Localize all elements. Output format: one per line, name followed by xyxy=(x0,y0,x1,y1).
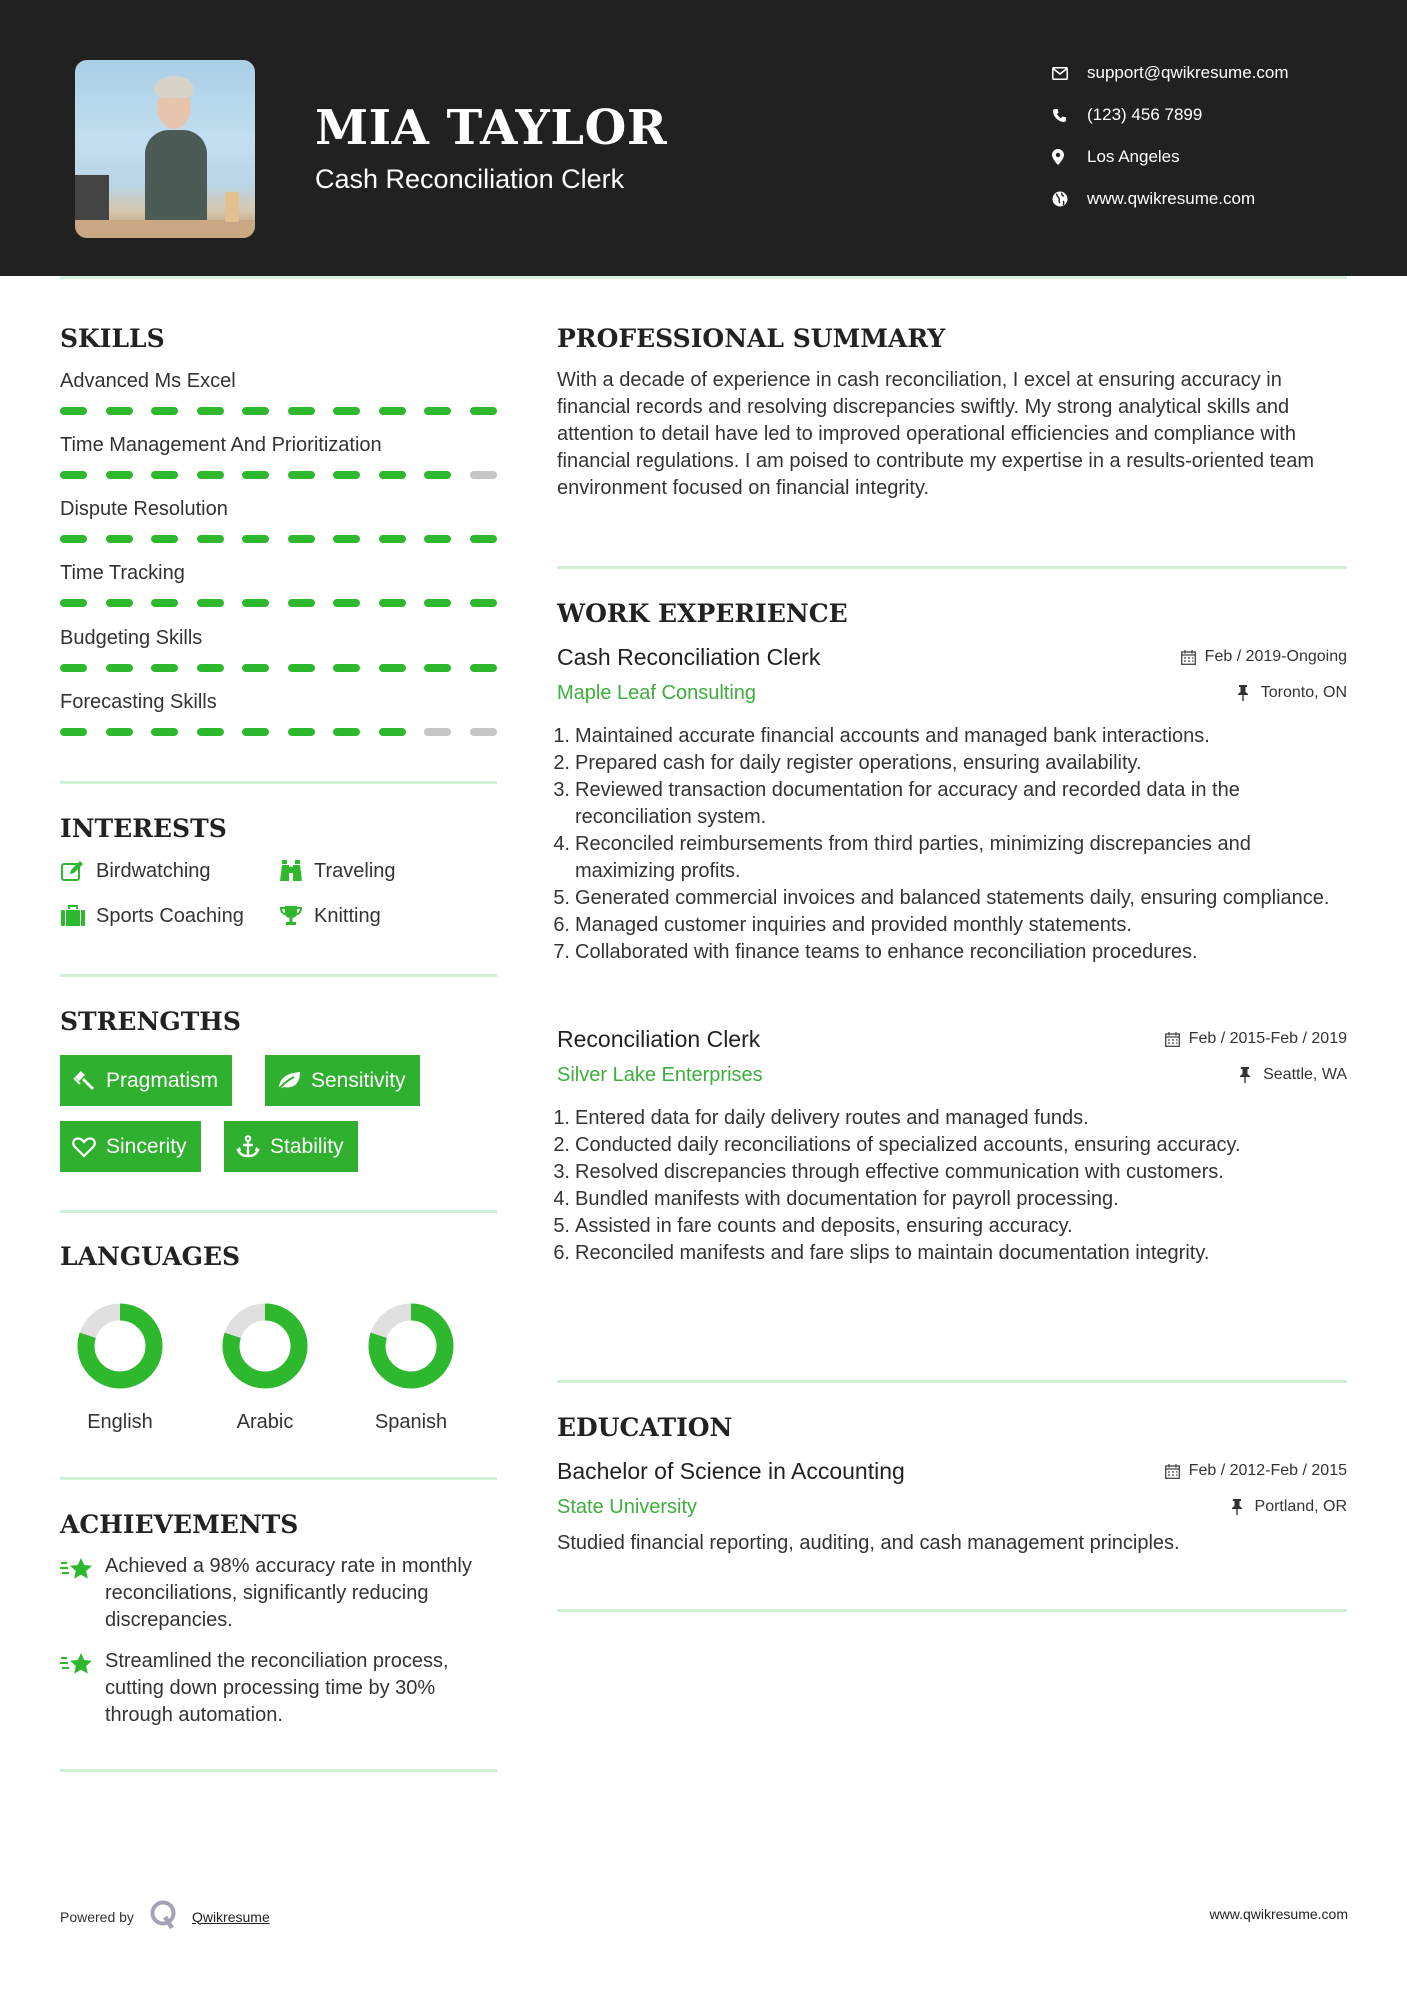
duty-item: 3. Resolved discrepancies through effective communication with customers. xyxy=(553,1161,1224,1183)
leaf-icon xyxy=(276,1068,302,1094)
rating-dash-filled xyxy=(379,728,406,736)
skill-rating-bar xyxy=(60,599,497,607)
skill-item: Time Tracking xyxy=(60,561,497,607)
contact-phone[interactable]: (123) 456 7899 xyxy=(1050,94,1370,136)
rating-dash-filled xyxy=(288,535,315,543)
skill-rating-bar xyxy=(60,471,497,479)
duty-item: 5. Assisted in fare counts and deposits, ensuring accuracy. xyxy=(553,1215,1073,1237)
rating-dash-filled xyxy=(106,664,133,672)
job-role: Cash Reconciliation Clerk xyxy=(557,643,821,670)
candidate-title: Cash Reconciliation Clerk xyxy=(315,164,625,194)
calendar-icon xyxy=(1181,649,1197,665)
duty-item: 6. Reconciled manifests and fare slips to maintain documentation integrity. xyxy=(553,1242,1210,1264)
strength-badge: Sensitivity xyxy=(265,1055,420,1106)
education-description: Studied financial reporting, auditing, and cash management principles. xyxy=(557,1532,1180,1554)
rating-dash-filled xyxy=(470,664,497,672)
section-divider xyxy=(60,781,497,784)
job-date: Feb / 2015-Feb / 2019 xyxy=(1165,1030,1347,1048)
duty-item: 2. Conducted daily reconciliations of specialized accounts, ensuring accuracy. xyxy=(553,1134,1241,1156)
globe-icon xyxy=(1052,191,1080,207)
footer-powered-by: Powered by Qwikresume xyxy=(60,1900,270,1933)
rating-dash-filled xyxy=(424,471,451,479)
company-name: Maple Leaf Consulting xyxy=(557,681,757,704)
duty-item: 1. Maintained accurate financial accounts and managed bank interactions. xyxy=(553,725,1210,747)
qwikresume-logo-icon xyxy=(150,1900,178,1933)
rating-dash-filled xyxy=(106,599,133,607)
strength-badge: Sincerity xyxy=(60,1121,201,1172)
rating-dash-filled xyxy=(424,535,451,543)
strength-badge: Stability xyxy=(224,1121,358,1172)
rating-dash-empty xyxy=(470,471,497,479)
gavel-icon xyxy=(71,1068,97,1094)
job-location: Seattle, WA xyxy=(1239,1066,1347,1084)
contact-list xyxy=(1050,52,1370,220)
duty-item: 2. Prepared cash for daily register operations, ensuring availability. xyxy=(553,752,1142,774)
education-location: Portland, OR xyxy=(1231,1498,1347,1516)
experience-heading: WORK EXPERIENCE xyxy=(557,599,848,628)
rating-dash-filled xyxy=(151,664,178,672)
rating-dash-filled xyxy=(151,407,178,415)
education-entry-header xyxy=(557,1456,1347,1521)
rating-dash-filled xyxy=(333,407,360,415)
rating-dash-filled xyxy=(333,664,360,672)
rating-dash-filled xyxy=(288,471,315,479)
job-role: Reconciliation Clerk xyxy=(557,1025,761,1052)
rating-dash-filled xyxy=(60,535,87,543)
rating-dash-filled xyxy=(424,599,451,607)
contact-email[interactable]: support@qwikresume.com xyxy=(1050,52,1370,94)
section-divider xyxy=(60,1477,497,1480)
rating-dash-filled xyxy=(379,407,406,415)
rating-dash-empty xyxy=(424,728,451,736)
rating-dash-filled xyxy=(197,407,224,415)
qwikresume-link[interactable]: Qwikresume xyxy=(191,1908,270,1925)
language-donut xyxy=(220,1301,310,1391)
job-location: Toronto, ON xyxy=(1237,684,1347,702)
education-heading: EDUCATION xyxy=(557,1413,733,1442)
rating-dash-filled xyxy=(197,535,224,543)
skill-item: Advanced Ms Excel xyxy=(60,369,497,415)
strength-badge: Pragmatism xyxy=(60,1055,232,1106)
rating-dash-filled xyxy=(151,535,178,543)
rating-dash-filled xyxy=(288,664,315,672)
calendar-icon xyxy=(1165,1463,1181,1479)
job-entry-header xyxy=(557,1024,1347,1089)
language-item: English xyxy=(65,1301,175,1434)
rating-dash-filled xyxy=(379,599,406,607)
rating-dash-filled xyxy=(60,599,87,607)
rating-dash-filled xyxy=(333,599,360,607)
interest-item: Birdwatching xyxy=(60,857,211,885)
rating-dash-filled xyxy=(197,599,224,607)
job-duties-list xyxy=(551,723,1351,966)
section-divider xyxy=(60,974,497,977)
rating-dash-filled xyxy=(106,407,133,415)
rating-dash-filled xyxy=(470,599,497,607)
achievement-item: Streamlined the reconciliation process, cutting down processing time by 30% through automation. xyxy=(60,1648,500,1729)
skill-item: Budgeting Skills xyxy=(60,626,497,672)
company-name: Silver Lake Enterprises xyxy=(557,1063,763,1086)
star-icon xyxy=(60,1553,105,1634)
duty-item: 5. Generated commercial invoices and balanced statements daily, ensuring compliance. xyxy=(553,887,1330,909)
rating-dash-filled xyxy=(106,535,133,543)
summary-text: With a decade of experience in cash reconciliation, I excel at ensuring accuracy in financial records and resolving discrepancies swiftly. My strong analytical skills and attention to detail have led to improved operational efficiencies and compliance with financial regulations. I am poised to contribute my expertise in a results-oriented team environment focused on financial integrity. xyxy=(557,369,1315,499)
contact-website[interactable]: www.qwikresume.com xyxy=(1050,178,1370,220)
skill-rating-bar xyxy=(60,535,497,543)
duty-item: 7. Collaborated with finance teams to enhance reconciliation procedures. xyxy=(553,941,1198,963)
skill-rating-bar xyxy=(60,407,497,415)
rating-dash-filled xyxy=(197,664,224,672)
skill-item: Dispute Resolution xyxy=(60,497,497,543)
skill-rating-bar xyxy=(60,664,497,672)
school-name: State University xyxy=(557,1495,698,1518)
trophy-icon xyxy=(278,904,304,928)
language-donut xyxy=(366,1301,456,1391)
duty-item: 3. Reviewed transaction documentation for accuracy and recorded data in the reconciliation system. xyxy=(553,779,1240,828)
rating-dash-filled xyxy=(288,728,315,736)
rating-dash-filled xyxy=(242,728,269,736)
section-divider xyxy=(557,566,1347,569)
interest-item: Traveling xyxy=(278,857,396,885)
achievements-heading: ACHIEVEMENTS xyxy=(60,1510,299,1539)
rating-dash-filled xyxy=(106,728,133,736)
rating-dash-filled xyxy=(333,728,360,736)
section-divider xyxy=(60,1769,497,1772)
rating-dash-filled xyxy=(288,407,315,415)
achievement-item: Achieved a 98% accuracy rate in monthly reconciliations, significantly reducing discrepancies. xyxy=(60,1553,500,1634)
rating-dash-filled xyxy=(470,535,497,543)
skill-rating-bar xyxy=(60,728,497,736)
rating-dash-filled xyxy=(242,664,269,672)
rating-dash-filled xyxy=(242,535,269,543)
rating-dash-filled xyxy=(151,599,178,607)
rating-dash-filled xyxy=(197,471,224,479)
interest-item: Knitting xyxy=(278,902,381,930)
rating-dash-filled xyxy=(333,471,360,479)
rating-dash-filled xyxy=(242,471,269,479)
rating-dash-filled xyxy=(379,664,406,672)
contact-location: Los Angeles xyxy=(1050,136,1370,178)
rating-dash-filled xyxy=(151,471,178,479)
skill-item: Time Management And Prioritization xyxy=(60,433,497,479)
job-entry-header xyxy=(557,642,1347,707)
language-item: Spanish xyxy=(356,1301,466,1434)
section-divider xyxy=(557,1380,1347,1383)
rating-dash-filled xyxy=(379,471,406,479)
interests-heading: INTERESTS xyxy=(60,814,227,843)
duty-item: 4. Reconciled reimbursements from third parties, minimizing discrepancies and maximizing profits. xyxy=(553,833,1251,882)
languages-heading: LANGUAGES xyxy=(60,1242,241,1271)
header-divider xyxy=(60,276,1347,279)
rating-dash-filled xyxy=(242,407,269,415)
rating-dash-filled xyxy=(379,535,406,543)
language-donut xyxy=(75,1301,165,1391)
summary-heading: PROFESSIONAL SUMMARY xyxy=(557,324,946,353)
rating-dash-filled xyxy=(151,728,178,736)
rating-dash-filled xyxy=(424,407,451,415)
phone-icon xyxy=(1052,108,1080,123)
duty-item: 4. Bundled manifests with documentation for payroll processing. xyxy=(553,1188,1119,1210)
rating-dash-filled xyxy=(60,664,87,672)
pushpin-icon xyxy=(1231,1499,1247,1515)
star-icon xyxy=(60,1648,105,1729)
rating-dash-filled xyxy=(197,728,224,736)
degree-name: Bachelor of Science in Accounting xyxy=(557,1457,905,1484)
suitcase-icon xyxy=(60,904,86,928)
job-duties-list xyxy=(551,1105,1351,1267)
interest-item: Sports Coaching xyxy=(60,902,244,930)
section-divider xyxy=(60,1210,497,1213)
rating-dash-filled xyxy=(470,407,497,415)
skills-heading: SKILLS xyxy=(60,324,165,353)
binoculars-icon xyxy=(278,859,304,883)
duty-item: 1. Entered data for daily delivery routes and managed funds. xyxy=(553,1107,1089,1129)
rating-dash-filled xyxy=(106,471,133,479)
rating-dash-filled xyxy=(288,599,315,607)
job-date: Feb / 2019-Ongoing xyxy=(1181,648,1347,666)
skill-item: Forecasting Skills xyxy=(60,690,497,736)
duty-item: 6. Managed customer inquiries and provided monthly statements. xyxy=(553,914,1132,936)
candidate-name: MIA TAYLOR xyxy=(315,100,668,156)
anchor-icon xyxy=(235,1134,261,1160)
footer-website[interactable]: www.qwikresume.com xyxy=(1209,1906,1348,1922)
map-marker-icon xyxy=(1052,149,1080,165)
language-item: Arabic xyxy=(210,1301,320,1434)
profile-photo xyxy=(75,60,255,238)
rating-dash-filled xyxy=(424,664,451,672)
rating-dash-filled xyxy=(60,728,87,736)
pushpin-icon xyxy=(1237,685,1253,701)
envelope-icon xyxy=(1052,67,1080,80)
heart-icon xyxy=(71,1134,97,1160)
rating-dash-filled xyxy=(60,471,87,479)
edit-icon xyxy=(60,859,86,883)
section-divider xyxy=(557,1609,1347,1612)
pushpin-icon xyxy=(1239,1067,1255,1083)
rating-dash-filled xyxy=(242,599,269,607)
rating-dash-empty xyxy=(470,728,497,736)
education-date: Feb / 2012-Feb / 2015 xyxy=(1165,1462,1347,1480)
calendar-icon xyxy=(1165,1031,1181,1047)
rating-dash-filled xyxy=(333,535,360,543)
strengths-heading: STRENGTHS xyxy=(60,1007,241,1036)
rating-dash-filled xyxy=(60,407,87,415)
